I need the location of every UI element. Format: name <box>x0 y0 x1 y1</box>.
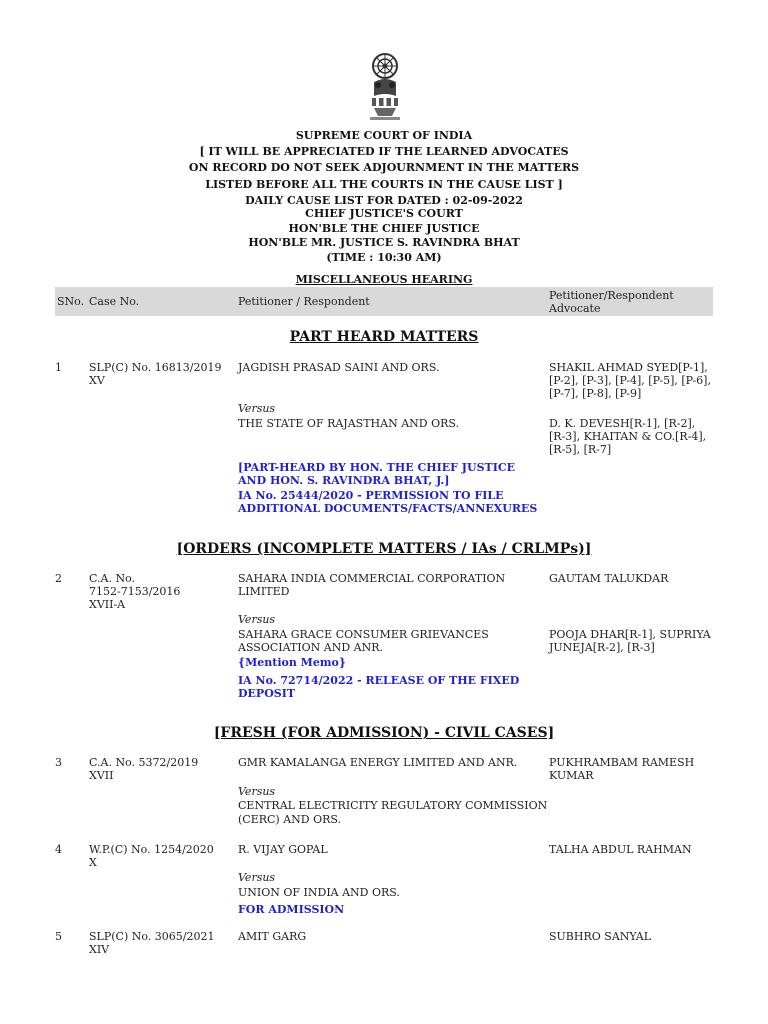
case-1-item: XV <box>89 374 105 387</box>
case-2-sno: 2 <box>55 572 62 585</box>
case-3-item: XVII <box>89 769 114 782</box>
case-1-respondent: THE STATE OF RAJASTHAN AND ORS. <box>238 417 460 430</box>
case-3-number: C.A. No. 5372/2019 <box>89 756 199 769</box>
case-1-note-3: IA No. 25444/2020 - PERMISSION TO FILE <box>238 489 504 502</box>
case-1-pet-adv-1: SHAKIL AHMAD SYED[P-1], <box>549 361 708 374</box>
column-parties: Petitioner / Respondent <box>238 295 370 308</box>
case-2-respondent-1: SAHARA GRACE CONSUMER GRIEVANCES <box>238 628 489 641</box>
section-part-heard: PART HEARD MATTERS <box>289 329 479 345</box>
case-3-versus: Versus <box>238 785 276 798</box>
court-title: CHIEF JUSTICE'S COURT <box>305 207 463 220</box>
case-1-pet-adv-3: [P-7], [P-8], [P-9] <box>549 387 642 400</box>
case-2-petitioner-1: SAHARA INDIA COMMERCIAL CORPORATION <box>238 572 506 585</box>
case-1-pet-adv-2: [P-2], [P-3], [P-4], [P-5], [P-6], <box>549 374 711 387</box>
case-2-item: XVII-A <box>89 598 126 611</box>
column-header-bar <box>55 287 713 316</box>
case-2-number-1: C.A. No. <box>89 572 136 585</box>
header-notice-line-1: [ IT WILL BE APPRECIATED IF THE LEARNED ADVOCATES <box>199 145 569 158</box>
case-2-res-adv-2: JUNEJA[R-2], [R-3] <box>549 641 655 654</box>
case-3-respondent-1: CENTRAL ELECTRICITY REGULATORY COMMISSION <box>238 799 548 812</box>
case-3-pet-adv-2: KUMAR <box>549 769 594 782</box>
case-2-pet-adv: GAUTAM TALUKDAR <box>549 572 669 585</box>
header-notice-line-2: ON RECORD DO NOT SEEK ADJOURNMENT IN THE MATTERS <box>188 161 580 174</box>
case-1-note-4: ADDITIONAL DOCUMENTS/FACTS/ANNEXURES <box>238 502 538 515</box>
judge-1: HON'BLE THE CHIEF JUSTICE <box>288 222 480 235</box>
header-notice-line-3: LISTED BEFORE ALL THE COURTS IN THE CAUSE LIST ] <box>205 178 563 191</box>
case-1-sno: 1 <box>55 361 62 374</box>
case-2-respondent-2: ASSOCIATION AND ANR. <box>238 641 383 654</box>
case-5-petitioner: AMIT GARG <box>238 930 307 943</box>
section-fresh: [FRESH (FOR ADMISSION) - CIVIL CASES] <box>213 725 555 741</box>
case-2-number-2: 7152-7153/2016 <box>89 585 181 598</box>
case-5-pet-adv: SUBHRO SANYAL <box>549 930 652 943</box>
case-2-petitioner-2: LIMITED <box>238 585 290 598</box>
case-5-sno: 5 <box>55 930 62 943</box>
column-advocate-line-1: Petitioner/Respondent <box>549 289 674 302</box>
case-3-pet-adv-1: PUKHRAMBAM RAMESH <box>549 756 695 769</box>
case-4-item: X <box>89 856 97 869</box>
case-2-mention-memo: {Mention Memo} <box>238 656 346 669</box>
case-3-sno: 3 <box>55 756 62 769</box>
case-5-number: SLP(C) No. 3065/2021 <box>89 930 215 943</box>
column-case-no: Case No. <box>89 295 140 308</box>
case-4-petitioner: R. VIJAY GOPAL <box>238 843 328 856</box>
case-1-petitioner: JAGDISH PRASAD SAINI AND ORS. <box>238 361 440 374</box>
column-advocate-line-2: Advocate <box>549 302 601 315</box>
case-4-versus: Versus <box>238 871 276 884</box>
case-1-note-1: [PART-HEARD BY HON. THE CHIEF JUSTICE <box>238 461 516 474</box>
hearing-time: (TIME : 10:30 AM) <box>326 251 442 264</box>
case-2-res-adv-1: POOJA DHAR[R-1], SUPRIYA <box>549 628 711 641</box>
case-1-versus: Versus <box>238 402 276 415</box>
case-4-sno: 4 <box>55 843 62 856</box>
case-2-versus: Versus <box>238 613 276 626</box>
case-1-res-adv-2: [R-3], KHAITAN & CO.[R-4], <box>549 430 707 443</box>
case-4-note: FOR ADMISSION <box>238 903 345 916</box>
case-4-number: W.P.(C) No. 1254/2020 <box>89 843 214 856</box>
case-3-respondent-2: (CERC) AND ORS. <box>238 813 342 826</box>
case-4-pet-adv: TALHA ABDUL RAHMAN <box>549 843 692 856</box>
case-4-respondent: UNION OF INDIA AND ORS. <box>238 886 400 899</box>
case-5-item: XIV <box>89 943 110 956</box>
case-3-petitioner: GMR KAMALANGA ENERGY LIMITED AND ANR. <box>238 756 518 769</box>
case-1-note-2: AND HON. S. RAVINDRA BHAT, J.] <box>238 474 450 487</box>
national-emblem-icon <box>362 52 408 122</box>
cause-list-date: DAILY CAUSE LIST FOR DATED : 02-09-2022 <box>245 194 523 207</box>
court-name: SUPREME COURT OF INDIA <box>295 129 473 142</box>
case-2-note-1: IA No. 72714/2022 - RELEASE OF THE FIXED <box>238 674 520 687</box>
case-2-note-2: DEPOSIT <box>238 687 296 700</box>
case-1-res-adv-1: D. K. DEVESH[R-1], [R-2], <box>549 417 696 430</box>
case-1-number: SLP(C) No. 16813/2019 <box>89 361 222 374</box>
hearing-type: MISCELLANEOUS HEARING <box>295 273 473 286</box>
section-orders: [ORDERS (INCOMPLETE MATTERS / IAs / CRLMPs)] <box>176 541 592 557</box>
judge-2: HON'BLE MR. JUSTICE S. RAVINDRA BHAT <box>248 236 520 249</box>
case-1-res-adv-3: [R-5], [R-7] <box>549 443 612 456</box>
column-sno: SNo. <box>57 295 85 308</box>
